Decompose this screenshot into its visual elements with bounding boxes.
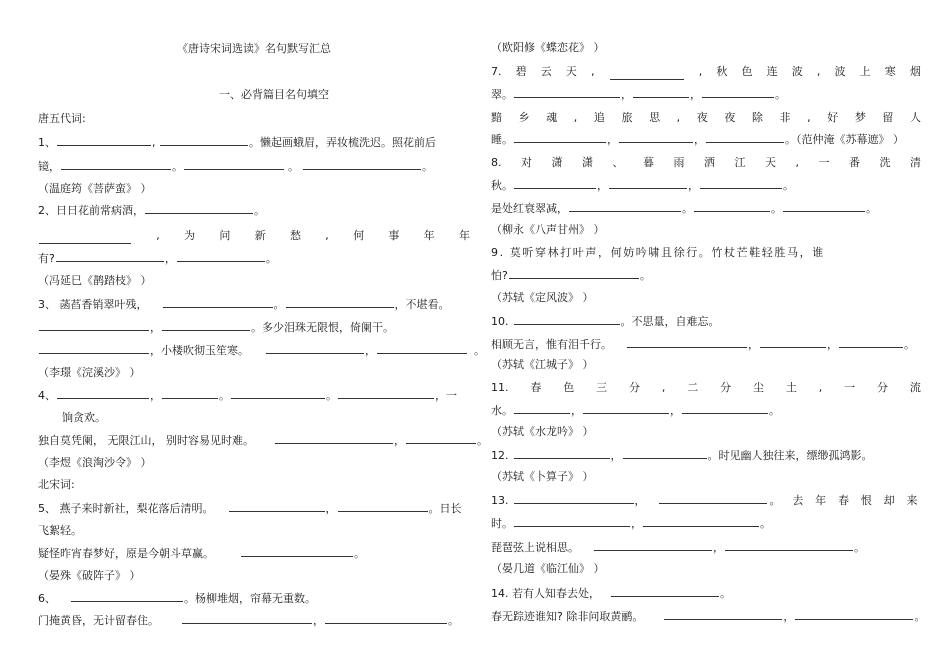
q11-blank-2[interactable] xyxy=(583,403,669,414)
q1-blank-1[interactable] xyxy=(57,135,151,146)
q5-line1: 5、 燕子来时新社，梨花落后清明。 ， 。日长 xyxy=(38,502,462,515)
q14-line2: 春无踪迹谁知? 除非问取黄鹂。 ， 。 xyxy=(491,610,926,623)
q3-blank-5[interactable] xyxy=(39,343,149,354)
q4-blank-4[interactable] xyxy=(338,388,434,399)
q11-blank-1[interactable] xyxy=(514,403,570,414)
q7-line1: 7. 碧 云 天 , , 秋 色 连 波 , 波 上 寒 烟 xyxy=(491,65,921,78)
q1-blank-2[interactable] xyxy=(160,135,248,146)
q7-blank-3[interactable] xyxy=(633,87,689,98)
q12-source: （苏轼《卜算子》 ） xyxy=(491,470,594,483)
q8-blank-1[interactable] xyxy=(514,178,596,189)
q1-blank-4[interactable] xyxy=(184,159,284,170)
q8-line2: 秋。 ， ， 。 xyxy=(491,179,794,192)
q6-source: （欧阳修《蝶恋花》 ） xyxy=(491,41,605,54)
q8-blank-2[interactable] xyxy=(609,178,687,189)
q6-blank-3[interactable] xyxy=(325,613,447,624)
q4-blank-6[interactable] xyxy=(406,433,476,444)
q13-blank-5[interactable] xyxy=(594,540,712,551)
q7-blank-4[interactable] xyxy=(702,87,774,98)
q2-line2: , 为 问 新 愁 , 何 事 年 年 xyxy=(38,228,470,244)
q8-blank-4[interactable] xyxy=(569,201,681,212)
q8-blank-3[interactable] xyxy=(700,178,782,189)
q2-blank-1[interactable] xyxy=(145,203,253,214)
q7-line2: 翠。 ， ， 。 xyxy=(491,88,786,101)
q4-blank-5[interactable] xyxy=(275,433,393,444)
q2-line1: 2、日日花前常病酒， 。 xyxy=(38,204,265,217)
q6-blank-1[interactable] xyxy=(71,591,183,602)
q6-line2: 门掩黄昏，无计留春住。 ， 。 xyxy=(38,614,459,627)
q10-line1: 10. 。不思量，自难忘。 xyxy=(491,315,720,328)
q10-blank-4[interactable] xyxy=(839,337,903,348)
q1-source: （温庭筠《菩萨蛮》 ） xyxy=(38,182,152,195)
q7-blank-7[interactable] xyxy=(706,132,784,143)
q14-blank-2[interactable] xyxy=(664,609,782,620)
q13-line3: 琵琶弦上说相思。 ， 。 xyxy=(491,541,865,554)
q3-blank-1[interactable] xyxy=(163,297,273,308)
q7-line3: 黯 乡 魂 , 追 旅 思 , 夜 夜 除 非 , 好 梦 留 人 xyxy=(491,111,921,124)
q13-source: （晏几道《临江仙》 ） xyxy=(491,562,605,575)
q2-line3: 有? ， 。 xyxy=(38,252,277,265)
q4-blank-3[interactable] xyxy=(231,388,325,399)
q13-blank-1[interactable] xyxy=(514,493,634,504)
q12-line1: 12. ， 。时见幽人独往来，缥缈孤鸿影。 xyxy=(491,449,873,462)
q10-line2: 相顾无言，惟有泪千行。 ， ， 。 xyxy=(491,338,915,351)
section-heading: 一、必背篇目名句填空 xyxy=(219,88,329,101)
q13-line1: 13. ， 。 去 年 春 恨 却 来 xyxy=(491,494,918,507)
q10-blank-3[interactable] xyxy=(760,337,826,348)
q7-blank-5[interactable] xyxy=(514,132,606,143)
song-heading: 北宋词: xyxy=(38,478,75,491)
q7-blank-6[interactable] xyxy=(619,132,693,143)
q1-line2: 镜， 。 。 。 xyxy=(38,160,433,173)
q9-line2: 怕? 。 xyxy=(491,269,651,282)
q3-source: （李璟《浣溪沙》 ） xyxy=(38,366,141,379)
q13-blank-2[interactable] xyxy=(659,493,767,504)
q12-blank-1[interactable] xyxy=(514,448,610,459)
q12-blank-2[interactable] xyxy=(623,448,707,459)
q3-blank-6[interactable] xyxy=(266,343,364,354)
q2-blank-4[interactable] xyxy=(177,251,265,262)
q9-source: （苏轼《定风波》 ） xyxy=(491,291,594,304)
q11-line1: 11. 春 色 三 分 , 二 分 尘 土 , 一 分 流 xyxy=(491,381,921,394)
q2-source: （冯延巳《鹊踏枝》 ） xyxy=(38,274,152,287)
q13-line2: 时。 ， 。 xyxy=(491,517,771,530)
q5-blank-1[interactable] xyxy=(229,501,325,512)
q13-blank-3[interactable] xyxy=(514,516,630,527)
q14-blank-1[interactable] xyxy=(611,586,719,597)
q3-line1: 3、 菡萏香销翠叶残， 。 ，不堪看。 xyxy=(38,298,450,311)
q3-blank-2[interactable] xyxy=(286,297,394,308)
q3-blank-4[interactable] xyxy=(162,320,250,331)
q14-line1: 14. 若有人知春去处， 。 xyxy=(491,587,731,600)
q2-blank-2[interactable] xyxy=(39,233,131,244)
document-title: 《唐诗宋词选读》名句默写汇总 xyxy=(177,42,331,55)
q7-blank-1[interactable] xyxy=(610,69,684,80)
q13-blank-4[interactable] xyxy=(643,516,759,527)
q11-blank-3[interactable] xyxy=(682,403,768,414)
q5-blank-3[interactable] xyxy=(241,546,353,557)
q4-blank-2[interactable] xyxy=(162,388,218,399)
q5-blank-2[interactable] xyxy=(338,501,428,512)
q3-line3: ，小楼吹彻玉笙寒。 ， 。 xyxy=(38,343,470,359)
q9-blank-1[interactable] xyxy=(509,268,639,279)
q14-blank-3[interactable] xyxy=(795,609,913,620)
q3-blank-3[interactable] xyxy=(39,320,149,331)
q1-blank-3[interactable] xyxy=(61,159,171,170)
q11-line2: 水。 ， ， 。 xyxy=(491,404,780,417)
q1-line1: 1、 , 。懒起画蛾眉，弄妆梳洗迟。照花前后 xyxy=(38,136,436,149)
q3-blank-7[interactable] xyxy=(377,343,467,354)
q11-source: （苏轼《水龙吟》 ） xyxy=(491,425,594,438)
q1-blank-5[interactable] xyxy=(303,159,421,170)
q9-line1: 9. 莫听穿林打叶声，何妨吟啸且徐行。竹杖芒鞋轻胜马，谁 xyxy=(491,246,825,259)
q10-blank-1[interactable] xyxy=(514,314,620,325)
q4-line3: 独自莫凭阑， 无限江山， 别时容易见时难。 ， 。 xyxy=(38,434,488,447)
q7-blank-2[interactable] xyxy=(514,87,620,98)
q4-line2: 饷贪欢。 xyxy=(62,411,106,424)
q5-line2: 飞絮轻。 xyxy=(38,524,82,537)
q8-blank-5[interactable] xyxy=(694,201,770,212)
tang-heading: 唐五代词: xyxy=(38,112,86,125)
q3-line2: ， 。多少泪珠无限恨，倚阑干。 xyxy=(38,320,470,336)
q13-blank-6[interactable] xyxy=(725,540,853,551)
q7-line4: 睡。 ， ， 。（范仲淹《苏幕遮》 ） xyxy=(491,133,904,146)
q4-blank-1[interactable] xyxy=(57,388,149,399)
q10-blank-2[interactable] xyxy=(627,337,747,348)
q5-source: （晏殊《破阵子》 ） xyxy=(38,569,141,582)
q4-line1: 4、 ， 。 。 ，一 xyxy=(38,389,457,402)
q5-line3: 疑怪昨宵春梦好，原是今朝斗草赢。 。 xyxy=(38,547,365,560)
q2-blank-3[interactable] xyxy=(56,251,164,262)
q6-line1: 6、 。杨柳堆烟，帘幕无重数。 xyxy=(38,592,316,605)
q10-source: （苏轼《江城子》 ） xyxy=(491,358,594,371)
q6-blank-2[interactable] xyxy=(182,613,312,624)
q8-line3: 是处红衰翠减， 。 。 。 xyxy=(491,202,877,215)
q8-line1: 8. 对 潇 潇 、 暮 雨 洒 江 天 , 一 番 洗 清 xyxy=(491,156,921,169)
q4-source: （李煜《浪淘沙令》 ） xyxy=(38,456,152,469)
q8-source: （柳永《八声甘州》 ） xyxy=(491,223,605,236)
q8-blank-6[interactable] xyxy=(783,201,865,212)
